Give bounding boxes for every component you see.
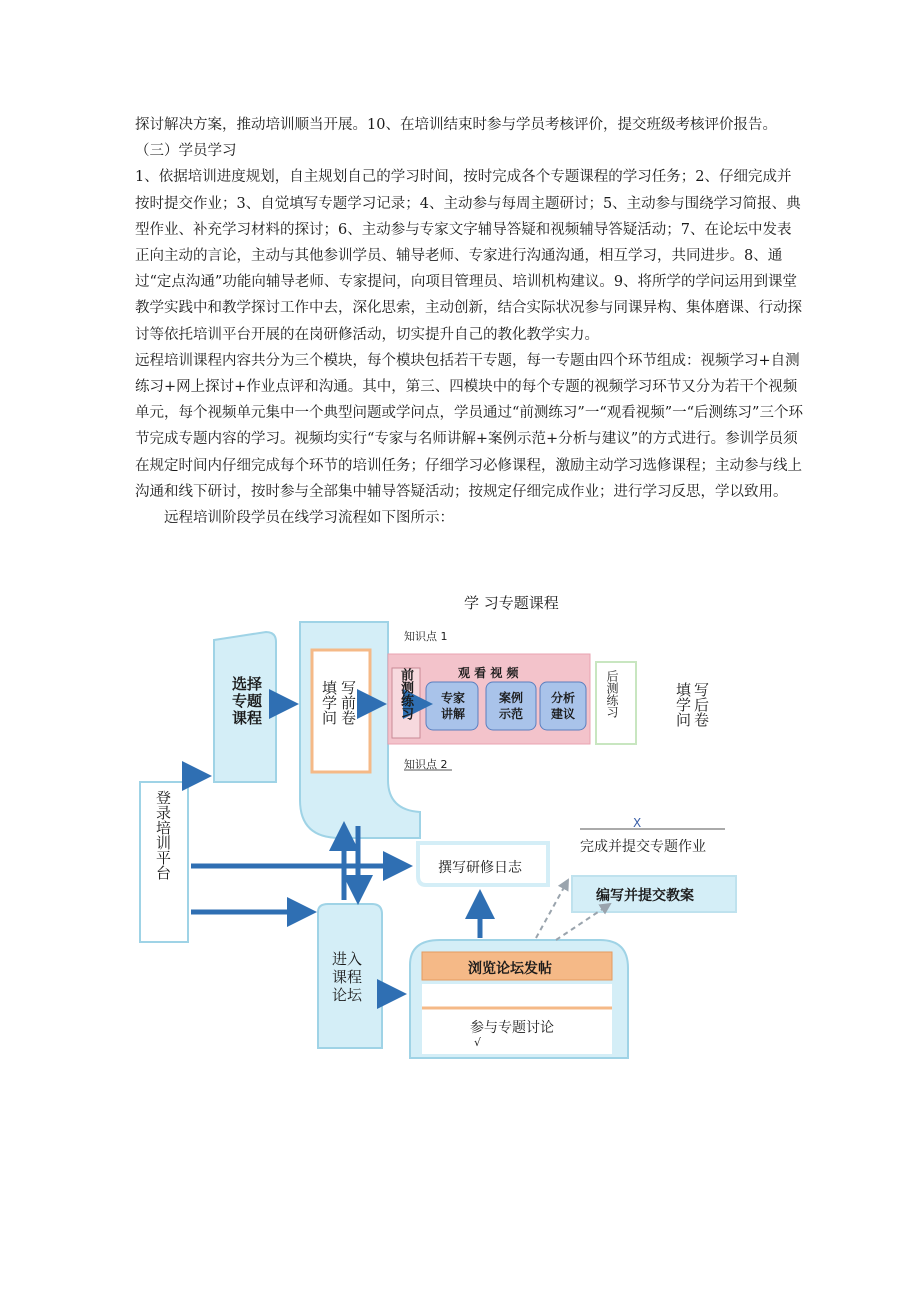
- pretest-practice-label: 前测练习: [398, 668, 413, 720]
- posttest-practice-label: 后测练习: [605, 670, 619, 718]
- diagram-title: 学 习专题课程: [464, 594, 559, 612]
- case-demo-label: 案例示范: [498, 691, 523, 721]
- expert-lecture-label: 专家讲解: [440, 691, 465, 721]
- homework-mark: X: [633, 816, 642, 830]
- join-discussion-label: 参与专题讨论: [470, 1020, 554, 1036]
- enter-forum-label: 进入课程论坛: [332, 950, 363, 1004]
- paragraph: 1、依据培训进度规划，自主规划自己的学习时间，按时完成各个专题课程的学习任务；2、仔细完成并按时提交作业；3、自觉填写专题学习记录；4、主动参与每周主题研讨；5、主动参与围绕学习简报、典型作业、补充学习材料的探讨；6、主动参与专家文字辅导答疑和视频辅导答疑活动；7、在论坛中发表正向主动的言论，主动与其他参训学员、辅导老师、专家进行沟通沟通，相互学习，共同进步。8、通过“定点沟通”功能向辅导老师、专家提问，向项目管理员、培训机构建议。9、将所学的学问运用到课堂教学实践中和教学探讨工作中去，深化思索，主动创新，结合实际状况参与同课异构、集体磨课、行动探讨等依托培训平台开展的在岗研修活动，切实提升自己的教化教学实力。: [135, 169, 802, 343]
- paragraph: 远程培训课程内容共分为三个模块，每个模块包括若干专题，每一专题由四个环节组成：视频学习+自测练习+网上探讨+作业点评和沟通。其中，第三、四模块中的每个专题的视频学习环节又分为若干个视频单元，每个视频单元集中一个典型问题或学问点，学员通过“前测练习”一“观看视频”一“后测练习”三个环节完成专题内容的学习。视频均实行“专家与名师讲解+案例示范+分析与建议”的方式进行。参训学员须在规定时间内仔细完成每个环节的培训任务；仔细学习必修课程，激励主动学习选修课程；主动参与线上沟通和线下研讨，按时参与全部集中辅导答疑活动；按规定仔细完成作业；进行学习反思，学以致用。: [135, 352, 803, 500]
- pretest-label-b: 写前卷: [339, 680, 357, 725]
- write-plan-label: 编写并提交教案: [596, 888, 694, 904]
- browse-forum-label: 浏览论坛发帖: [468, 961, 552, 977]
- watch-video-label: 观 看 视 频: [458, 666, 519, 680]
- paragraph: 远程培训阶段学员在线学习流程如下图所示：: [164, 510, 454, 527]
- write-log-label: 撰写研修日志: [438, 860, 522, 876]
- posttest-label-a: 填学问: [674, 682, 692, 727]
- finish-homework-label: 完成并提交专题作业: [580, 839, 706, 855]
- section-heading: （三）学员学习: [135, 143, 237, 160]
- analysis-advice-label: 分析建议: [550, 691, 575, 721]
- paragraph: 探讨解决方案，推动培训顺当开展。10、在培训结束时参与学员考核评价，提交班级考核评价报告。: [135, 117, 777, 133]
- pretest-label-a: 填学问: [320, 680, 338, 725]
- login-platform-label: 登录培训平台: [154, 790, 172, 880]
- knowledge-point-1-label: 知识点 1: [404, 630, 448, 643]
- select-course-label: 选择专题课程: [232, 675, 263, 727]
- knowledge-point-2-label: 知识点 2: [404, 758, 448, 771]
- posttest-label-b: 写后卷: [692, 682, 710, 727]
- check-mark: √: [474, 1036, 482, 1049]
